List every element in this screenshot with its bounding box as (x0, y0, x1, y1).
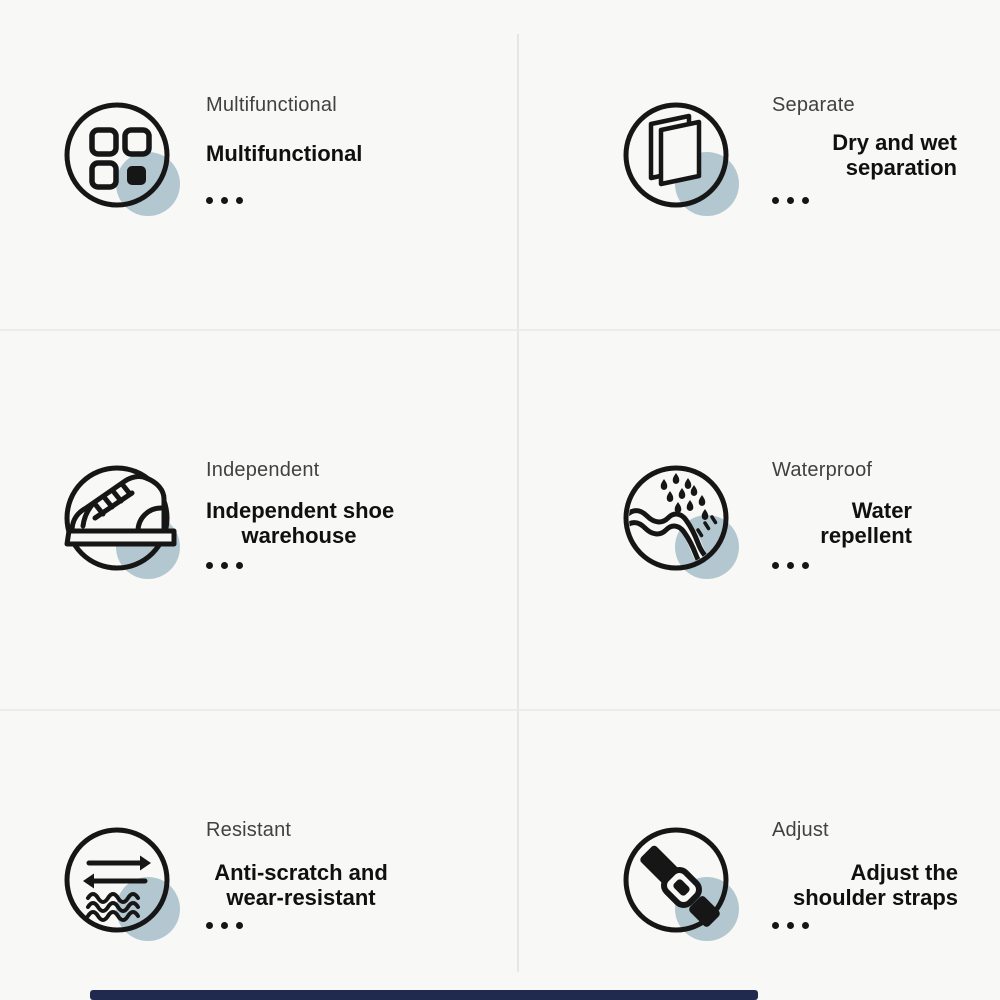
feature-cell-separate (500, 0, 1000, 330)
rain-drops-icon (621, 463, 771, 613)
app-grid-icon (62, 100, 212, 250)
bottom-progress-bar (90, 990, 758, 1000)
feature-description: Anti-scratch and wear-resistant (214, 860, 388, 910)
feature-title: Multifunctional (206, 94, 337, 116)
feature-cell-waterproof (500, 330, 1000, 710)
feature-description: Multifunctional (206, 141, 363, 166)
ellipsis-icon (772, 562, 809, 569)
strap-buckle-icon (621, 825, 771, 975)
ellipsis-icon (772, 922, 809, 929)
ellipsis-icon (772, 197, 809, 204)
feature-cell-multifunctional (0, 0, 500, 330)
feature-description: Water repellent (820, 498, 912, 548)
feature-title: Independent (206, 459, 320, 481)
ellipsis-icon (206, 922, 243, 929)
feature-cell-resistant (0, 710, 500, 1000)
feature-title: Resistant (206, 819, 292, 841)
feature-cell-independent (0, 330, 500, 710)
feature-description: Adjust the shoulder straps (792, 860, 958, 910)
ellipsis-icon (206, 562, 243, 569)
wear-arrows-icon (62, 825, 212, 975)
feature-cell-adjust (500, 710, 1000, 1000)
feature-title: Separate (772, 94, 855, 116)
feature-title: Adjust (772, 819, 829, 841)
booklet-pages-icon (621, 100, 771, 250)
sneaker-icon (62, 463, 212, 613)
feature-title: Waterproof (772, 459, 873, 481)
feature-description: Independent shoe warehouse (206, 498, 395, 548)
feature-description: Dry and wet separation (832, 130, 957, 180)
ellipsis-icon (206, 197, 243, 204)
